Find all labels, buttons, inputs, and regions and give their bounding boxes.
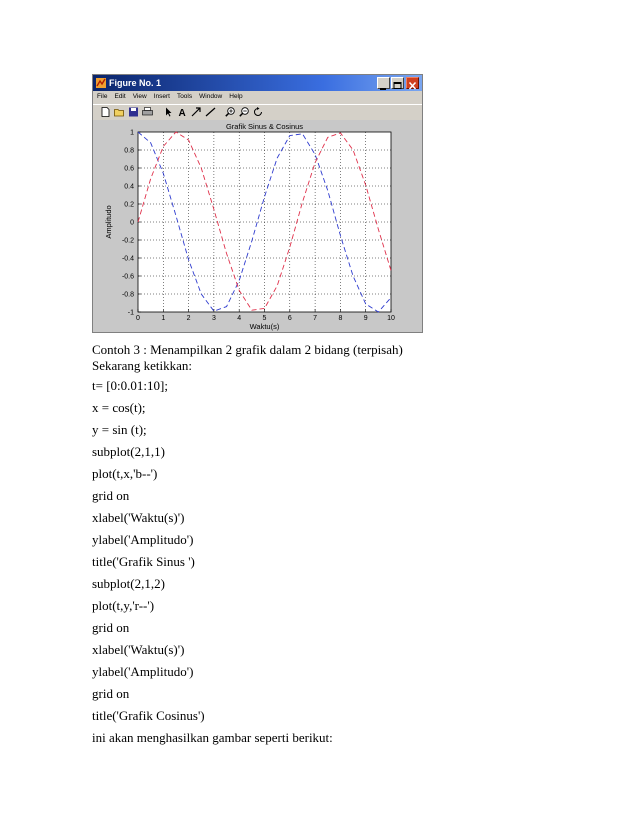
menu-insert[interactable]: Insert — [153, 93, 170, 100]
code-line: ylabel('Amplitudo') — [92, 664, 194, 679]
y-tick-label: -0.4 — [121, 255, 134, 263]
zoom-in-icon[interactable] — [225, 107, 236, 117]
x-tick-label: 8 — [338, 315, 343, 322]
maximize-icon — [392, 81, 403, 91]
x-tick-label: 7 — [313, 315, 318, 322]
menu-file[interactable]: File — [97, 93, 108, 100]
chart — [93, 120, 422, 332]
code-line: grid on — [92, 620, 130, 635]
code-line: title('Grafik Cosinus') — [92, 708, 205, 723]
minimize-button[interactable] — [377, 77, 390, 89]
draw-arrow-icon[interactable] — [191, 107, 202, 117]
code-line: ylabel('Amplitudo') — [92, 532, 194, 547]
code-line: subplot(2,1,1) — [92, 444, 165, 459]
y-tick-label: 0.4 — [124, 183, 134, 191]
code-line: x = cos(t); — [92, 400, 146, 415]
y-tick-label: -0.6 — [121, 273, 134, 281]
toolbar — [93, 104, 422, 121]
x-tick-label: 2 — [186, 315, 191, 322]
menu-view[interactable]: View — [132, 93, 147, 100]
doc-heading-line: Sekarang ketikkan: — [92, 358, 192, 373]
menu-tools[interactable]: Tools — [176, 93, 193, 100]
menu-help[interactable]: Help — [229, 93, 243, 100]
menu-bar — [93, 91, 422, 103]
close-button[interactable] — [406, 77, 419, 89]
print-icon[interactable] — [142, 107, 153, 117]
close-icon — [407, 81, 418, 91]
arrow-pointer-icon[interactable] — [163, 107, 174, 117]
y-tick-label: 0.8 — [124, 147, 134, 155]
x-tick-label: 3 — [211, 315, 216, 322]
matlab-logo-icon — [96, 78, 106, 88]
open-folder-icon[interactable] — [114, 107, 125, 117]
code-line: plot(t,y,'r--') — [92, 598, 155, 613]
y-tick-label: -1 — [127, 309, 134, 317]
chart-title: Grafik Sinus & Cosinus — [225, 122, 304, 131]
draw-line-icon[interactable] — [205, 107, 216, 117]
x-tick-label: 10 — [387, 315, 395, 322]
zoom-out-icon[interactable] — [239, 107, 250, 117]
x-tick-label: 5 — [262, 315, 267, 322]
menu-window[interactable]: Window — [199, 93, 223, 100]
window-title: Figure No. 1 — [109, 78, 162, 88]
code-line: ini akan menghasilkan gambar seperti berikut: — [92, 730, 333, 745]
minimize-icon — [378, 81, 389, 91]
title-bar[interactable] — [93, 75, 422, 91]
code-line: y = sin (t); — [92, 422, 147, 437]
x-tick-label: 4 — [237, 315, 242, 322]
code-line: plot(t,x,'b--') — [92, 466, 158, 481]
menu-edit[interactable]: Edit — [114, 93, 126, 100]
y-tick-label: 0.2 — [124, 201, 134, 209]
x-axis-label: Waktu(s) — [249, 322, 280, 331]
x-tick-label: 0 — [136, 315, 140, 322]
y-tick-label: 1 — [130, 129, 134, 137]
code-line: subplot(2,1,2) — [92, 576, 165, 591]
svg-text:A: A — [178, 108, 186, 117]
code-line: grid on — [92, 488, 130, 503]
text-icon[interactable] — [177, 107, 188, 117]
code-line: title('Grafik Sinus ') — [92, 554, 195, 569]
y-tick-label: -0.2 — [121, 237, 134, 245]
code-line: grid on — [92, 686, 130, 701]
doc-heading-line: Contoh 3 : Menampilkan 2 grafik dalam 2 bidang (terpisah) — [92, 342, 403, 357]
save-icon[interactable] — [128, 107, 139, 117]
figure-window — [92, 74, 423, 333]
rotate-icon[interactable] — [253, 107, 264, 117]
new-file-icon[interactable] — [100, 107, 111, 117]
x-tick-label: 6 — [287, 315, 292, 322]
y-axis-label: Amplitudo — [104, 205, 113, 239]
y-tick-label: 0.6 — [124, 165, 134, 173]
x-tick-label: 9 — [363, 315, 368, 322]
code-line: xlabel('Waktu(s)') — [92, 510, 185, 525]
x-tick-label: 1 — [161, 315, 166, 322]
code-line: xlabel('Waktu(s)') — [92, 642, 185, 657]
y-tick-label: 0 — [130, 219, 134, 227]
y-tick-label: -0.8 — [121, 291, 134, 299]
maximize-button[interactable] — [391, 77, 404, 89]
plot-area — [93, 120, 422, 332]
code-line: t= [0:0.01:10]; — [92, 378, 168, 393]
